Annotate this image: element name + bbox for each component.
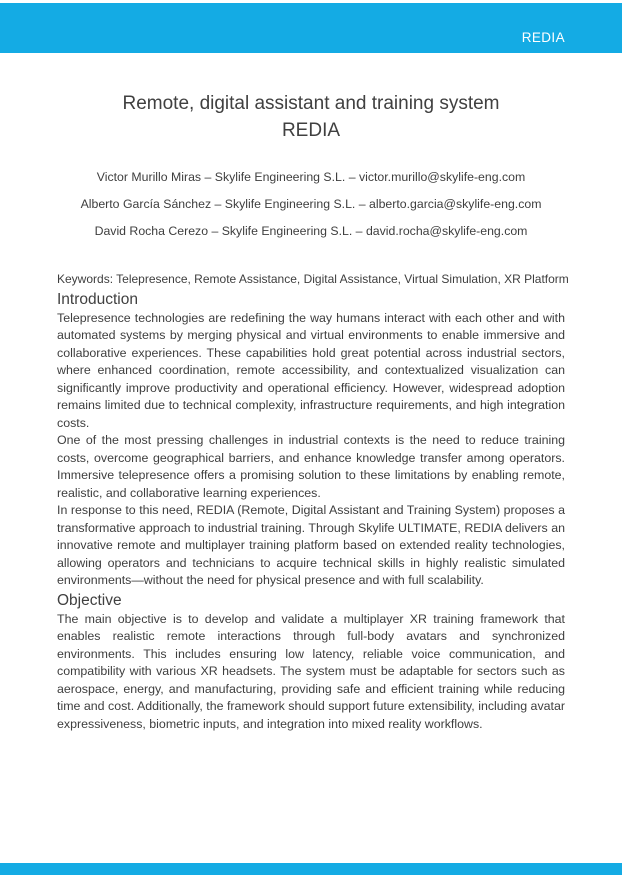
section-heading-objective: Objective xyxy=(57,591,122,609)
section-heading-introduction: Introduction xyxy=(57,290,138,308)
page-title xyxy=(57,90,565,144)
introduction-paragraph-3: In response to this need, REDIA (Remote, Digital Assistant and Training System) proposes a transformative approach to industrial training. Through Skylife ULTIMATE, REDIA delivers an innovative remote and multiplayer training platform based on extended reality technologies, allowing operators and technicians to acquire technical skills in highly realistic simulated environments—without the need for physical presence and with full scalability. xyxy=(57,503,565,587)
author-list xyxy=(57,164,565,245)
document-content xyxy=(57,0,569,733)
introduction-paragraph-1: Telepresence technologies are redefining the way humans interact with each other and with automated systems by merging physical and virtual environments to enable immersive and collaborative experiences. These capabilities hold great potential across industrial sectors, where enhanced coordination, remote accessibility, and contextualized visualization can significantly improve productivity and operational efficiency. However, widespread adoption remains limited due to technical complexity, infrastructure requirements, and high integration costs. xyxy=(57,310,565,430)
objective-paragraph-1: The main objective is to develop and validate a multiplayer XR training framework that enables realistic remote interactions through full-body avatars and synchronized environments. This includes ensuring low latency, reliable voice communication, and compatibility with various XR headsets. The system must be adaptable for sectors such as aerospace, energy, and manufacturing, providing safe and efficient training while reducing time and cost. Additionally, the framework should support future extensibility, including avatar expressiveness, biometric inputs, and integration into mixed reality workflows. xyxy=(57,611,565,731)
header-brand-label: REDIA xyxy=(521,30,565,45)
author-line-2: Alberto García Sánchez – Skylife Engineering S.L. – alberto.garcia@skylife-eng.com xyxy=(80,197,542,211)
introduction-paragraph-2: One of the most pressing challenges in industrial contexts is the need to reduce training costs, overcome geographical barriers, and enhance knowledge transfer among operators. Immersive telepresence offers a promising solution to these limitations by enabling remote, realistic, and collaborative learning experiences. xyxy=(57,433,565,500)
footer-bar xyxy=(0,863,622,875)
page-title-line2: REDIA xyxy=(281,120,341,141)
page-title-line1: Remote, digital assistant and training system xyxy=(122,93,500,114)
author-line-1: Victor Murillo Miras – Skylife Engineering S.L. – victor.murillo@skylife-eng.com xyxy=(96,170,526,184)
author-line-3: David Rocha Cerezo – Skylife Engineering S.L. – david.rocha@skylife-eng.com xyxy=(94,224,528,238)
keywords-line: Keywords: Telepresence, Remote Assistance, Digital Assistance, Virtual Simulation, XR Platform xyxy=(57,272,569,286)
